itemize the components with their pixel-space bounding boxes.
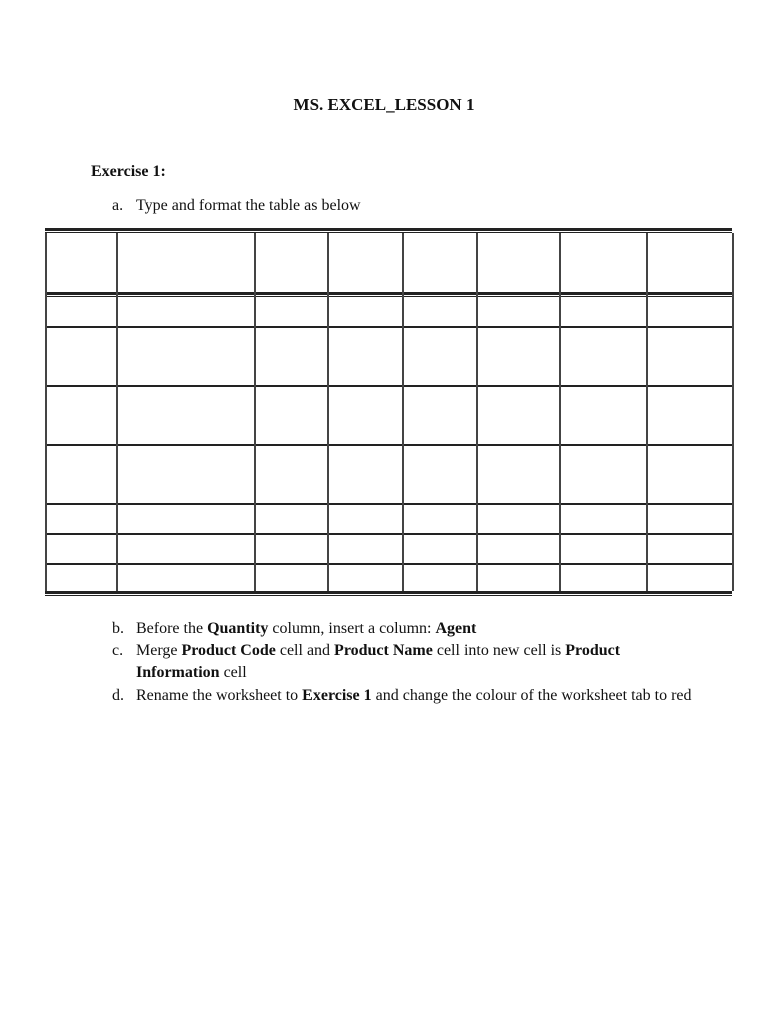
text-segment: Merge	[136, 642, 182, 659]
bold-text: Agent	[435, 620, 477, 637]
exercise-heading: Exercise 1:	[91, 163, 166, 180]
text-segment: Type and format the table as below	[136, 197, 361, 214]
table-top-border-inner	[45, 232, 732, 233]
column-divider	[327, 233, 329, 591]
row-divider	[45, 444, 732, 446]
bold-text: Product Name	[334, 642, 433, 659]
column-divider	[116, 233, 118, 591]
text-segment: column, insert a column:	[268, 620, 436, 637]
column-divider	[732, 233, 734, 591]
instruction-d	[112, 685, 692, 707]
item-label: d.	[112, 687, 124, 704]
instruction-c	[112, 640, 692, 684]
text-segment: Rename the worksheet to	[136, 687, 303, 704]
column-divider	[254, 233, 256, 591]
text-segment: cell and	[275, 642, 335, 659]
header-bottom-border	[45, 292, 732, 295]
item-text	[136, 640, 692, 684]
bold-text: Quantity	[207, 620, 269, 637]
item-text	[136, 685, 692, 707]
table-bottom-border	[45, 591, 732, 594]
column-divider	[559, 233, 561, 591]
text-segment: cell into new cell is	[432, 642, 566, 659]
item-text	[136, 618, 692, 640]
item-label: a.	[112, 197, 124, 214]
bold-text: Product Information	[136, 642, 621, 681]
column-divider	[476, 233, 478, 591]
text-segment: and change the colour of the worksheet tab to red	[371, 687, 692, 704]
row-divider	[45, 326, 732, 328]
header-bottom-border-inner	[45, 296, 732, 297]
row-divider	[45, 563, 732, 565]
column-divider	[646, 233, 648, 591]
instruction-a	[112, 195, 692, 217]
page-title: MS. EXCEL_LESSON 1	[293, 95, 475, 114]
item-label: b.	[112, 620, 124, 637]
bold-text: Exercise 1	[302, 687, 372, 704]
instruction-b	[112, 618, 692, 640]
column-divider	[402, 233, 404, 591]
row-divider	[45, 503, 732, 505]
table-top-border	[45, 228, 732, 231]
item-text	[136, 195, 692, 217]
table-bottom-border-inner	[45, 595, 732, 596]
bold-text: Product Code	[181, 642, 276, 659]
row-divider	[45, 533, 732, 535]
text-segment: cell	[219, 664, 247, 681]
text-segment: Before the	[136, 620, 208, 637]
column-divider	[45, 233, 47, 591]
item-label: c.	[112, 642, 124, 659]
row-divider	[45, 385, 732, 387]
